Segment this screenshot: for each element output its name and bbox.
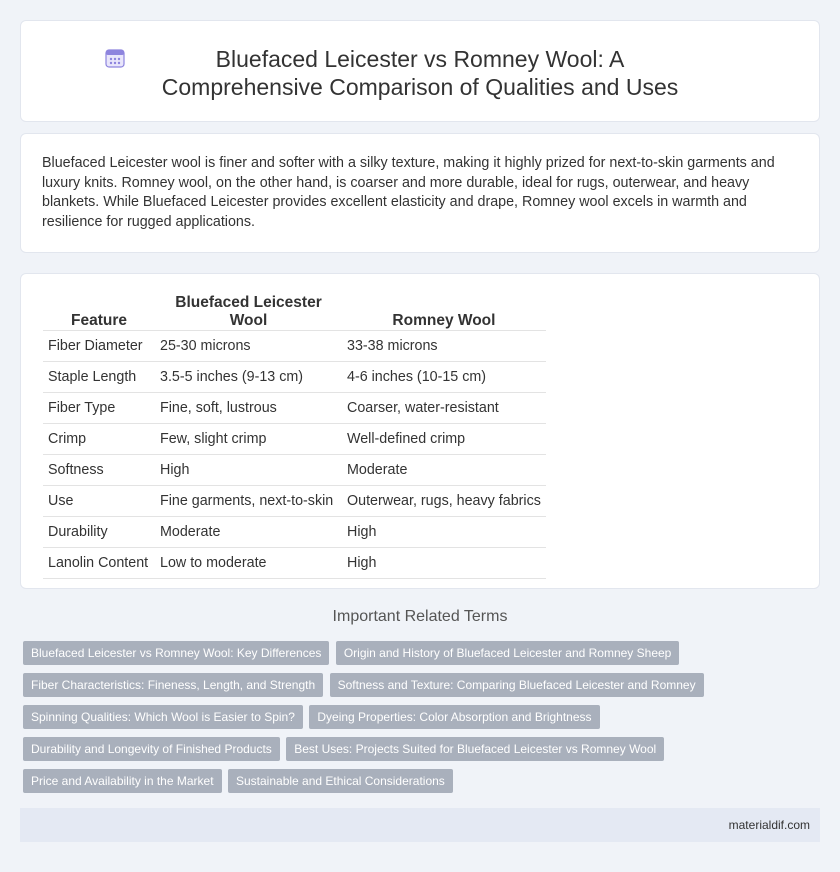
related-term-tag[interactable]: Dyeing Properties: Color Absorption and Brightness (309, 705, 599, 729)
related-term-tag[interactable]: Softness and Texture: Comparing Bluefaced Leicester and Romney (330, 673, 704, 697)
comparison-table (43, 294, 546, 579)
romney-cell: High (342, 517, 546, 548)
intro-card (20, 133, 820, 253)
header-card (20, 20, 820, 122)
romney-cell: 4-6 inches (10-15 cm) (342, 362, 546, 393)
bluefaced-leicester-cell: Fine garments, next-to-skin (155, 486, 342, 517)
table-row (43, 455, 546, 486)
feature-cell: Fiber Type (43, 393, 155, 424)
header-feature: Feature (71, 312, 127, 329)
related-term-tag[interactable]: Sustainable and Ethical Considerations (228, 769, 453, 793)
romney-cell: Coarser, water-resistant (342, 393, 546, 424)
feature-cell: Crimp (43, 424, 155, 455)
related-term-tag[interactable]: Price and Availability in the Market (23, 769, 222, 793)
feature-cell: Softness (43, 455, 155, 486)
header-romney: Romney Wool (392, 312, 496, 329)
comparison-card (20, 273, 820, 589)
bluefaced-leicester-cell: Fine, soft, lustrous (155, 393, 342, 424)
table-row (43, 424, 546, 455)
table-header-row (43, 294, 546, 331)
related-terms-list (23, 641, 723, 801)
table-row (43, 548, 546, 579)
footer-site-link[interactable]: materialdif.com (728, 818, 810, 832)
footer (20, 808, 820, 842)
related-term-tag[interactable]: Best Uses: Projects Suited for Bluefaced Leicester vs Romney Wool (286, 737, 664, 761)
feature-cell: Lanolin Content (43, 548, 155, 579)
feature-cell: Fiber Diameter (43, 331, 155, 362)
feature-cell: Staple Length (43, 362, 155, 393)
feature-cell: Use (43, 486, 155, 517)
bluefaced-leicester-cell: Moderate (155, 517, 342, 548)
intro-paragraph: Bluefaced Leicester wool is finer and softer with a silky texture, making it highly prized for next-to-skin garments and luxury knits. Romney wool, on the other hand, is coarser and more durable, ideal for rugs, outerwear, and heavy blankets. While Bluefaced Leicester provides excellent elasticity and drape, Romney wool excels in warmth and resilience for rugged applications. (42, 155, 775, 230)
related-term-tag[interactable]: Bluefaced Leicester vs Romney Wool: Key Differences (23, 641, 329, 665)
related-terms-heading: Important Related Terms (332, 608, 508, 625)
bluefaced-leicester-cell: High (155, 455, 342, 486)
bluefaced-leicester-cell: Few, slight crimp (155, 424, 342, 455)
header-bluefaced-leicester: Bluefaced Leicester Wool (175, 294, 322, 329)
related-term-tag[interactable]: Fiber Characteristics: Fineness, Length, and Strength (23, 673, 323, 697)
table-row (43, 393, 546, 424)
bluefaced-leicester-cell: 25-30 microns (155, 331, 342, 362)
related-term-tag[interactable]: Origin and History of Bluefaced Leicester and Romney Sheep (336, 641, 680, 665)
table-row (43, 517, 546, 548)
romney-cell: 33-38 microns (342, 331, 546, 362)
romney-cell: Moderate (342, 455, 546, 486)
romney-cell: Well-defined crimp (342, 424, 546, 455)
table-row (43, 486, 546, 517)
table-row (43, 331, 546, 362)
bluefaced-leicester-cell: Low to moderate (155, 548, 342, 579)
bluefaced-leicester-cell: 3.5-5 inches (9-13 cm) (155, 362, 342, 393)
related-term-tag[interactable]: Durability and Longevity of Finished Products (23, 737, 280, 761)
table-row (43, 362, 546, 393)
romney-cell: High (342, 548, 546, 579)
related-term-tag[interactable]: Spinning Qualities: Which Wool is Easier to Spin? (23, 705, 303, 729)
feature-cell: Durability (43, 517, 155, 548)
romney-cell: Outerwear, rugs, heavy fabrics (342, 486, 546, 517)
page-title: Bluefaced Leicester vs Romney Wool: A Comprehensive Comparison of Qualities and Uses (161, 46, 679, 100)
